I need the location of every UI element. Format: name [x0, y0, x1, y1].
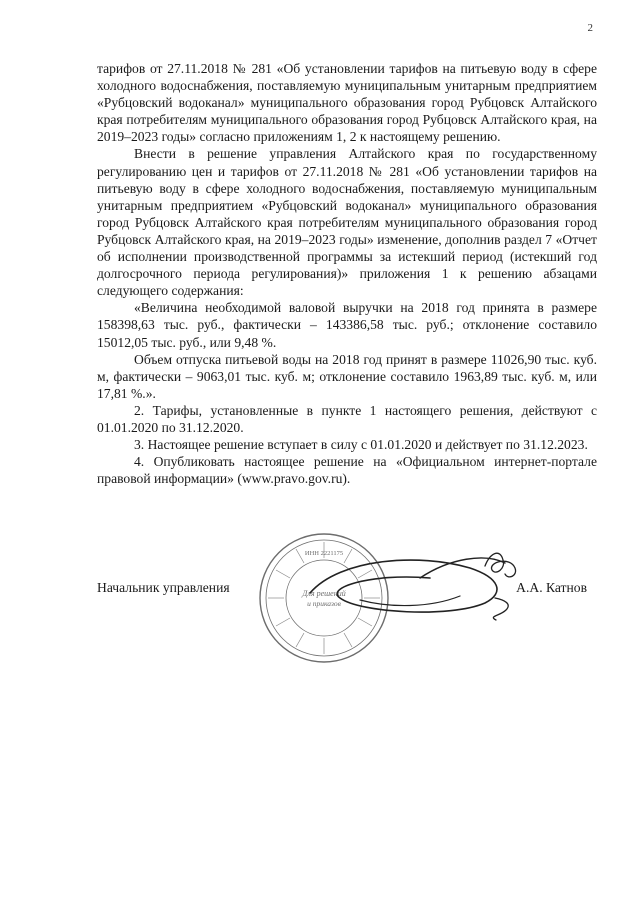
- seal-inn-text: ИНН 2221175: [304, 550, 344, 557]
- document-body: [97, 60, 597, 487]
- paragraph: Объем отпуска питьевой воды на 2018 год принят в размере 11026,90 тыс. куб. м, фактически – 9063,01 тыс. куб. м; отклонение составило 1963,89 тыс. куб. м, или 17,81 %.».: [97, 351, 597, 401]
- paragraph: «Величина необходимой валовой выручки на 2018 год принята в размере 158398,63 тыс. руб., фактически – 143386,58 тыс. руб.; отклонение составило 15012,05 тыс. руб., или 9,48 %.: [97, 300, 597, 350]
- paragraph: 2. Тарифы, установленные в пункте 1 настоящего решения, действуют с 01.01.2020 по 31.12.2020.: [97, 402, 597, 435]
- signer-name: А.А. Катнов: [516, 580, 587, 595]
- page-number: 2: [587, 22, 593, 34]
- paragraph: Внести в решение управления Алтайского края по государственному регулированию цен и тарифов от 27.11.2018 № 281 «Об установлении тарифов на питьевую воду в сфере холодного водоснабжения, поставляемую муниципальным унитарным предприятием «Рубцовский водоканал» муниципального образования город Рубцовск Алтайского края потребителям муниципального образования город Рубцовск Алтайского края, на 2019–2023 годы» изменение, дополнив раздел 7 «Отчет об исполнении производственной программы за истекший период (истекший год долгосрочного периода регулирования)» приложения 1 к решению абзацами следующего содержания:: [97, 146, 597, 299]
- signer-title: Начальник управления: [97, 580, 230, 595]
- seal-inner-text-line1: Для решений: [302, 589, 346, 598]
- paragraph: 3. Настоящее решение вступает в силу с 01.01.2020 и действует по 31.12.2023.: [134, 437, 588, 453]
- signature-block: [97, 580, 597, 602]
- seal-inner-text-line2: и приказов: [307, 599, 341, 608]
- paragraph: 4. Опубликовать настоящее решение на «Официальном интернет-портале правовой информации» (www.pravo.gov.ru).: [97, 454, 597, 487]
- paragraph: тарифов от 27.11.2018 № 281 «Об установлении тарифов на питьевую воду в сфере холодного водоснабжения, поставляемую муниципальным унитарным предприятием «Рубцовский водоканал» муниципального образования город Рубцовск Алтайского края потребителям муниципального образования город Рубцовск Алтайского края, на 2019–2023 годы» согласно приложениям 1, 2 к настоящему решению.: [97, 61, 597, 145]
